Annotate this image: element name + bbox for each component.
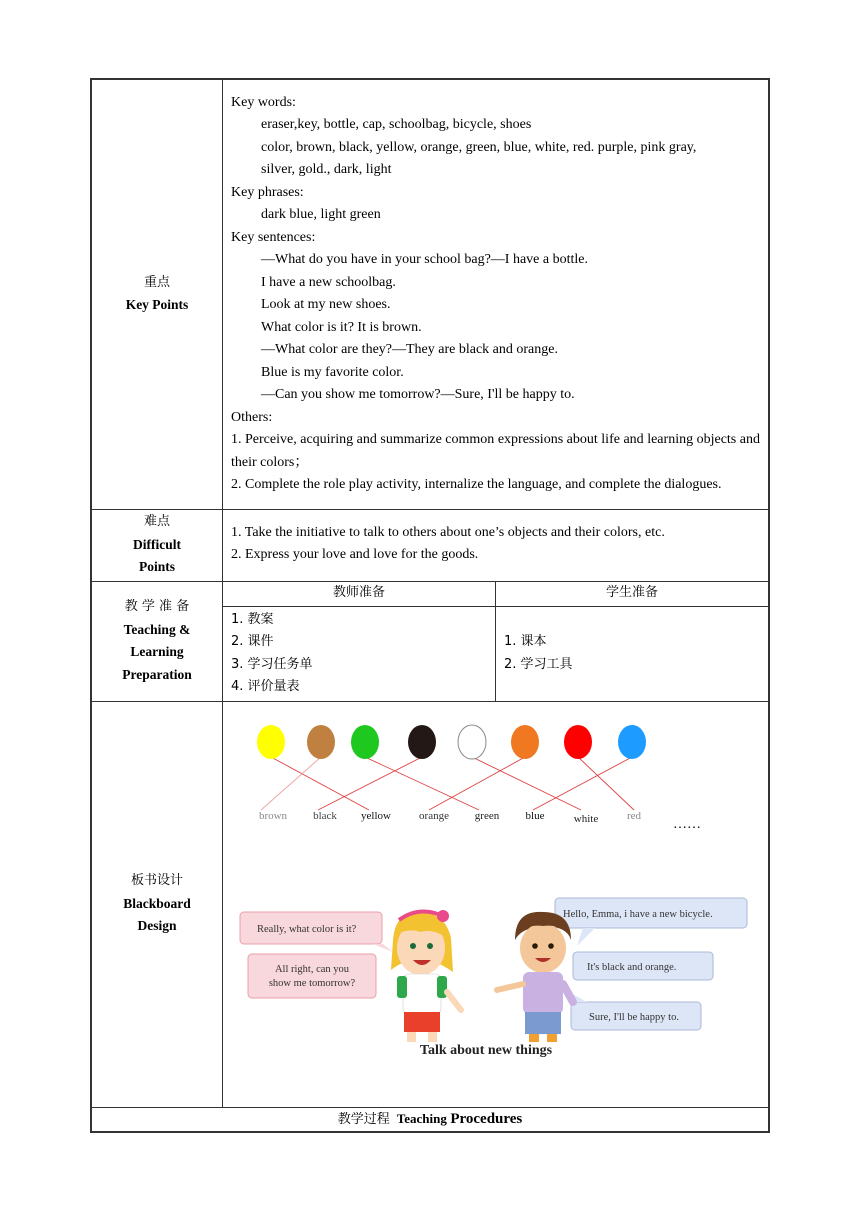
others-item: 1. Perceive, acquiring and summarize common expressions about life and learning objects and their colors； bbox=[231, 432, 760, 470]
blackboard-label-en: Design bbox=[137, 918, 177, 934]
key-phrases-line: dark blue, light green bbox=[261, 207, 381, 223]
teacher-prep-list bbox=[223, 606, 496, 701]
difficult-item: 1. Take the initiative to talk to others about one’s objects and their colors, etc. bbox=[231, 524, 665, 540]
key-sentence: —What do you have in your school bag?—I have a bottle. bbox=[261, 252, 588, 268]
color-swatch bbox=[618, 725, 646, 759]
key-points-label bbox=[91, 79, 223, 509]
difficult-points-label-en: Points bbox=[138, 559, 175, 575]
preparation-label-zh: 教 学 准 备 bbox=[124, 599, 190, 614]
preparation-label bbox=[91, 581, 223, 701]
teacher-prep-item: 2. 课件 bbox=[231, 634, 274, 649]
key-words-label: Key words: bbox=[231, 94, 296, 110]
boy-bubble-3 bbox=[569, 992, 701, 1030]
boy-illustration bbox=[497, 912, 573, 1042]
color-word: black bbox=[313, 810, 337, 822]
key-sentence: Blue is my favorite color. bbox=[261, 364, 404, 380]
color-swatch bbox=[564, 725, 592, 759]
girl-bubble-2-line2: show me tomorrow? bbox=[268, 978, 356, 989]
difficult-points-label bbox=[91, 509, 223, 581]
color-word: blue bbox=[525, 810, 545, 822]
key-words-line: color, brown, black, yellow, orange, green, blue, white, red. purple, pink gray, bbox=[261, 139, 697, 155]
preparation-content bbox=[223, 581, 770, 701]
color-word: brown bbox=[258, 810, 288, 822]
procedures-row bbox=[91, 1107, 769, 1132]
procedures-label-zh: 教学过程 bbox=[337, 1111, 390, 1127]
key-sentence: —Can you show me tomorrow?—Sure, I'll be happy to. bbox=[261, 387, 575, 403]
girl-bubble-2-line1: All right, can you bbox=[274, 964, 350, 975]
boy-bubble-1 bbox=[555, 898, 747, 946]
teacher-prep-header: 教师准备 bbox=[223, 582, 496, 607]
preparation-inner-table bbox=[223, 582, 768, 701]
match-line bbox=[271, 757, 369, 810]
color-swatch bbox=[458, 725, 486, 759]
boy-bubble-3-text: Sure, I'll be happy to. bbox=[589, 1012, 679, 1023]
difficult-points-label-en: Difficult bbox=[133, 536, 181, 552]
key-words-line: silver, gold., dark, light bbox=[261, 162, 392, 178]
preparation-label-en: Teaching & bbox=[123, 621, 191, 637]
preparation-row bbox=[91, 581, 769, 701]
key-sentence: What color is it? It is brown. bbox=[261, 319, 422, 335]
key-points-label-zh: 重点 bbox=[143, 274, 170, 290]
teacher-prep-item: 4. 评价量表 bbox=[231, 679, 300, 694]
color-swatch bbox=[257, 725, 285, 759]
match-line bbox=[429, 757, 525, 810]
key-sentences-label: Key sentences: bbox=[231, 229, 316, 245]
student-prep-item: 1. 课本 bbox=[504, 634, 547, 649]
key-points-content bbox=[223, 79, 770, 509]
match-line bbox=[318, 757, 422, 810]
key-points-row bbox=[91, 79, 769, 509]
match-line bbox=[365, 757, 479, 810]
illustration-caption: Talk about new things bbox=[419, 1043, 553, 1058]
matching-lines bbox=[261, 757, 634, 810]
procedures-header bbox=[91, 1107, 769, 1132]
color-swatch bbox=[351, 725, 379, 759]
color-word: red bbox=[626, 810, 642, 822]
blackboard-label bbox=[91, 701, 223, 1107]
difficult-points-content bbox=[223, 509, 770, 581]
preparation-label-en: Learning bbox=[130, 644, 184, 659]
color-word: orange bbox=[419, 810, 449, 822]
blackboard-label-zh: 板书设计 bbox=[130, 873, 183, 889]
preparation-label-en: Preparation bbox=[122, 666, 192, 682]
difficult-points-row bbox=[91, 509, 769, 581]
others-label: Others: bbox=[231, 409, 273, 425]
girl-bubble-2 bbox=[248, 954, 376, 998]
color-word: yellow bbox=[361, 810, 391, 822]
match-line bbox=[533, 757, 632, 810]
girl-bubble-1 bbox=[240, 912, 393, 952]
procedures-label-en-1: Teaching bbox=[396, 1110, 447, 1126]
blackboard-svg bbox=[223, 702, 769, 1106]
match-line bbox=[472, 757, 581, 810]
match-line bbox=[578, 757, 634, 810]
student-prep-item: 2. 学习工具 bbox=[504, 656, 573, 672]
blackboard-content bbox=[223, 701, 770, 1107]
key-sentence: I have a new schoolbag. bbox=[261, 274, 396, 290]
color-swatch bbox=[511, 725, 539, 759]
procedures-label-en-2: Procedures bbox=[450, 1110, 523, 1127]
color-swatches bbox=[257, 725, 646, 759]
color-word: green bbox=[474, 810, 500, 822]
others-item: 2. Complete the role play activity, internalize the language, and complete the dialogues. bbox=[231, 477, 722, 493]
key-words-line: eraser,key, bottle, cap, schoolbag, bicycle, shoes bbox=[261, 117, 532, 133]
girl-illustration bbox=[391, 910, 461, 1042]
blackboard-illustration bbox=[223, 702, 768, 1106]
difficult-points-label-zh: 难点 bbox=[143, 514, 170, 530]
lesson-plan-table bbox=[90, 78, 770, 1133]
student-prep-header: 学生准备 bbox=[496, 582, 769, 607]
student-prep-list bbox=[496, 606, 769, 701]
teacher-prep-item: 3. 学习任务单 bbox=[231, 656, 313, 672]
key-points-label-en: Key Points bbox=[125, 297, 189, 313]
ellipsis-text: …… bbox=[673, 817, 701, 832]
key-phrases-label: Key phrases: bbox=[231, 184, 304, 200]
girl-bubble-1-text: Really, what color is it? bbox=[257, 924, 357, 935]
color-swatch bbox=[408, 725, 436, 759]
boy-bubble-1-text: Hello, Emma, i have a new bicycle. bbox=[563, 909, 713, 920]
match-line bbox=[261, 757, 321, 810]
teacher-prep-item: 1. 教案 bbox=[231, 611, 274, 627]
boy-bubble-2-text: It's black and orange. bbox=[587, 962, 677, 973]
color-swatch bbox=[307, 725, 335, 759]
key-sentence: —What color are they?—They are black and orange. bbox=[261, 342, 558, 358]
color-word: white bbox=[573, 813, 599, 825]
color-words bbox=[259, 810, 642, 825]
boy-bubble-2 bbox=[573, 952, 713, 980]
key-sentence: Look at my new shoes. bbox=[261, 297, 391, 313]
blackboard-label-en: Blackboard bbox=[123, 895, 191, 911]
blackboard-row bbox=[91, 701, 769, 1107]
difficult-item: 2. Express your love and love for the goods. bbox=[231, 547, 479, 562]
